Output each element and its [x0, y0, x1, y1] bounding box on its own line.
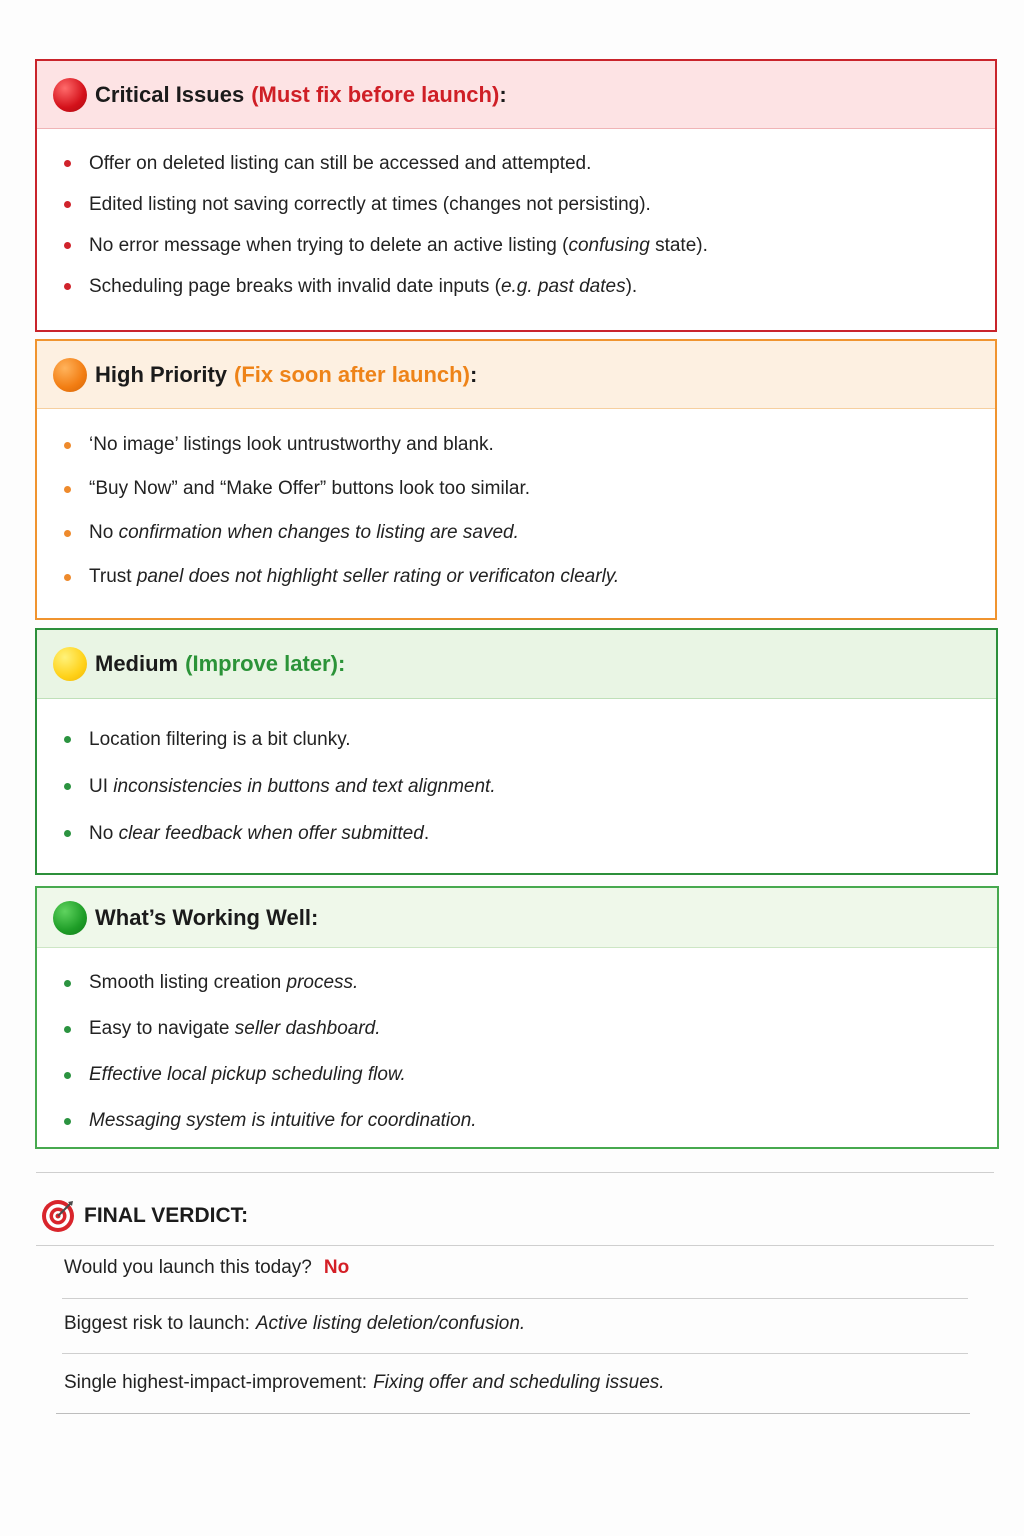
- item-text: ‘No image’ listings look untrustworthy and blank.: [89, 434, 494, 455]
- list-item: [37, 225, 995, 266]
- launch-question: Would you launch this today?: [64, 1257, 312, 1278]
- section-subtitle: (Improve later):: [185, 651, 346, 676]
- list-item: [37, 467, 995, 511]
- list-item: [37, 810, 996, 857]
- item-emphasis: panel does not highlight seller rating or verificaton clearly.: [136, 566, 620, 587]
- item-text-end: state).: [649, 234, 708, 256]
- list-item: [37, 511, 995, 555]
- item-emphasis: process.: [286, 972, 359, 993]
- list-item: [37, 266, 995, 307]
- list-item: [37, 1098, 997, 1144]
- improvement-row: [64, 1368, 665, 1398]
- section-title: Medium: [95, 651, 179, 676]
- green-circle-icon: [53, 901, 87, 935]
- working-well-section: [35, 886, 999, 1149]
- final-verdict-header: [40, 1197, 248, 1235]
- item-text: No: [89, 822, 119, 844]
- item-text: Easy to navigate: [89, 1018, 235, 1039]
- list-item: [37, 716, 996, 763]
- list-item: [37, 555, 995, 599]
- item-emphasis: confirmation when changes to listing are saved.: [118, 522, 519, 543]
- item-text: “Buy Now” and “Make Offer” buttons look too similar.: [89, 478, 531, 499]
- launch-question-row: [64, 1253, 349, 1283]
- item-text: Location filtering is a bit clunky.: [89, 728, 351, 750]
- item-text: UI: [89, 775, 114, 797]
- bullet-icon: [64, 530, 71, 537]
- item-text: Trust: [89, 566, 137, 587]
- verdict-divider: [36, 1245, 994, 1246]
- red-circle-icon: [53, 78, 87, 112]
- critical-issues-header: [37, 61, 995, 129]
- item-text: Offer on deleted listing can still be accessed and attempted.: [89, 152, 592, 174]
- row-divider: [62, 1353, 968, 1354]
- medium-list: [37, 699, 996, 857]
- list-item: [37, 1006, 997, 1052]
- high-priority-section: [35, 339, 997, 620]
- item-text: Smooth listing creation: [89, 972, 287, 993]
- bullet-icon: [64, 1026, 71, 1033]
- list-item: [37, 423, 995, 467]
- final-verdict-title: FINAL VERDICT:: [84, 1204, 249, 1227]
- bullet-icon: [64, 1072, 71, 1079]
- orange-circle-icon: [53, 358, 87, 392]
- high-priority-header: [37, 341, 995, 409]
- target-icon: [40, 1198, 76, 1234]
- section-subtitle: (Fix soon after launch): [234, 361, 470, 387]
- bullet-icon: [64, 242, 71, 249]
- item-text: Scheduling page breaks with invalid date inputs (: [89, 275, 501, 297]
- section-divider: [36, 1172, 994, 1173]
- bullet-icon: [64, 783, 71, 790]
- section-colon: :: [469, 361, 478, 387]
- list-item: [37, 763, 996, 810]
- list-item: [37, 1052, 997, 1098]
- section-title: What’s Working Well:: [95, 904, 319, 930]
- section-title: High Priority: [95, 361, 228, 387]
- item-emphasis: inconsistencies in buttons and text alignment.: [113, 775, 496, 797]
- bullet-icon: [64, 736, 71, 743]
- row-divider: [56, 1413, 970, 1414]
- working-well-header: [37, 888, 997, 948]
- risk-label: Biggest risk to launch:: [64, 1313, 250, 1334]
- item-text: No: [89, 522, 119, 543]
- item-emphasis: e.g. past dates: [500, 275, 626, 297]
- item-emphasis: Effective local pickup scheduling flow.: [89, 1064, 406, 1085]
- high-priority-list: [37, 409, 995, 599]
- medium-section: [35, 628, 998, 875]
- bullet-icon: [64, 283, 71, 290]
- section-title: Critical Issues: [95, 81, 245, 107]
- bullet-icon: [64, 1118, 71, 1125]
- section-colon: :: [499, 81, 507, 107]
- launch-answer: No: [323, 1257, 350, 1278]
- item-emphasis: confusing: [568, 234, 650, 256]
- bullet-icon: [64, 980, 71, 987]
- list-item: [37, 143, 995, 184]
- item-text-end: ).: [625, 275, 638, 297]
- bullet-icon: [64, 830, 71, 837]
- biggest-risk-row: [64, 1309, 525, 1339]
- bullet-icon: [64, 160, 71, 167]
- working-well-list: [37, 948, 997, 1144]
- item-text: Edited listing not saving correctly at times (changes not persisting).: [89, 193, 651, 215]
- medium-header: [37, 630, 996, 699]
- item-text-end: .: [423, 822, 430, 844]
- row-divider: [62, 1298, 968, 1299]
- bullet-icon: [64, 486, 71, 493]
- list-item: [37, 960, 997, 1006]
- item-text: No error message when trying to delete an active listing (: [89, 234, 569, 256]
- bullet-icon: [64, 574, 71, 581]
- list-item: [37, 184, 995, 225]
- yellow-circle-icon: [53, 647, 87, 681]
- improvement-value: Fixing offer and scheduling issues.: [373, 1372, 665, 1393]
- item-emphasis: clear feedback when offer submitted: [118, 822, 424, 844]
- section-subtitle: (Must fix before launch): [251, 81, 500, 107]
- item-emphasis: Messaging system is intuitive for coordination.: [89, 1110, 477, 1131]
- risk-value: Active listing deletion/confusion.: [255, 1313, 526, 1334]
- bullet-icon: [64, 201, 71, 208]
- item-emphasis: seller dashboard.: [234, 1018, 381, 1039]
- bullet-icon: [64, 442, 71, 449]
- improvement-label: Single highest-impact-improvement:: [64, 1372, 368, 1393]
- critical-issues-section: [35, 59, 997, 332]
- critical-issues-list: [37, 129, 995, 307]
